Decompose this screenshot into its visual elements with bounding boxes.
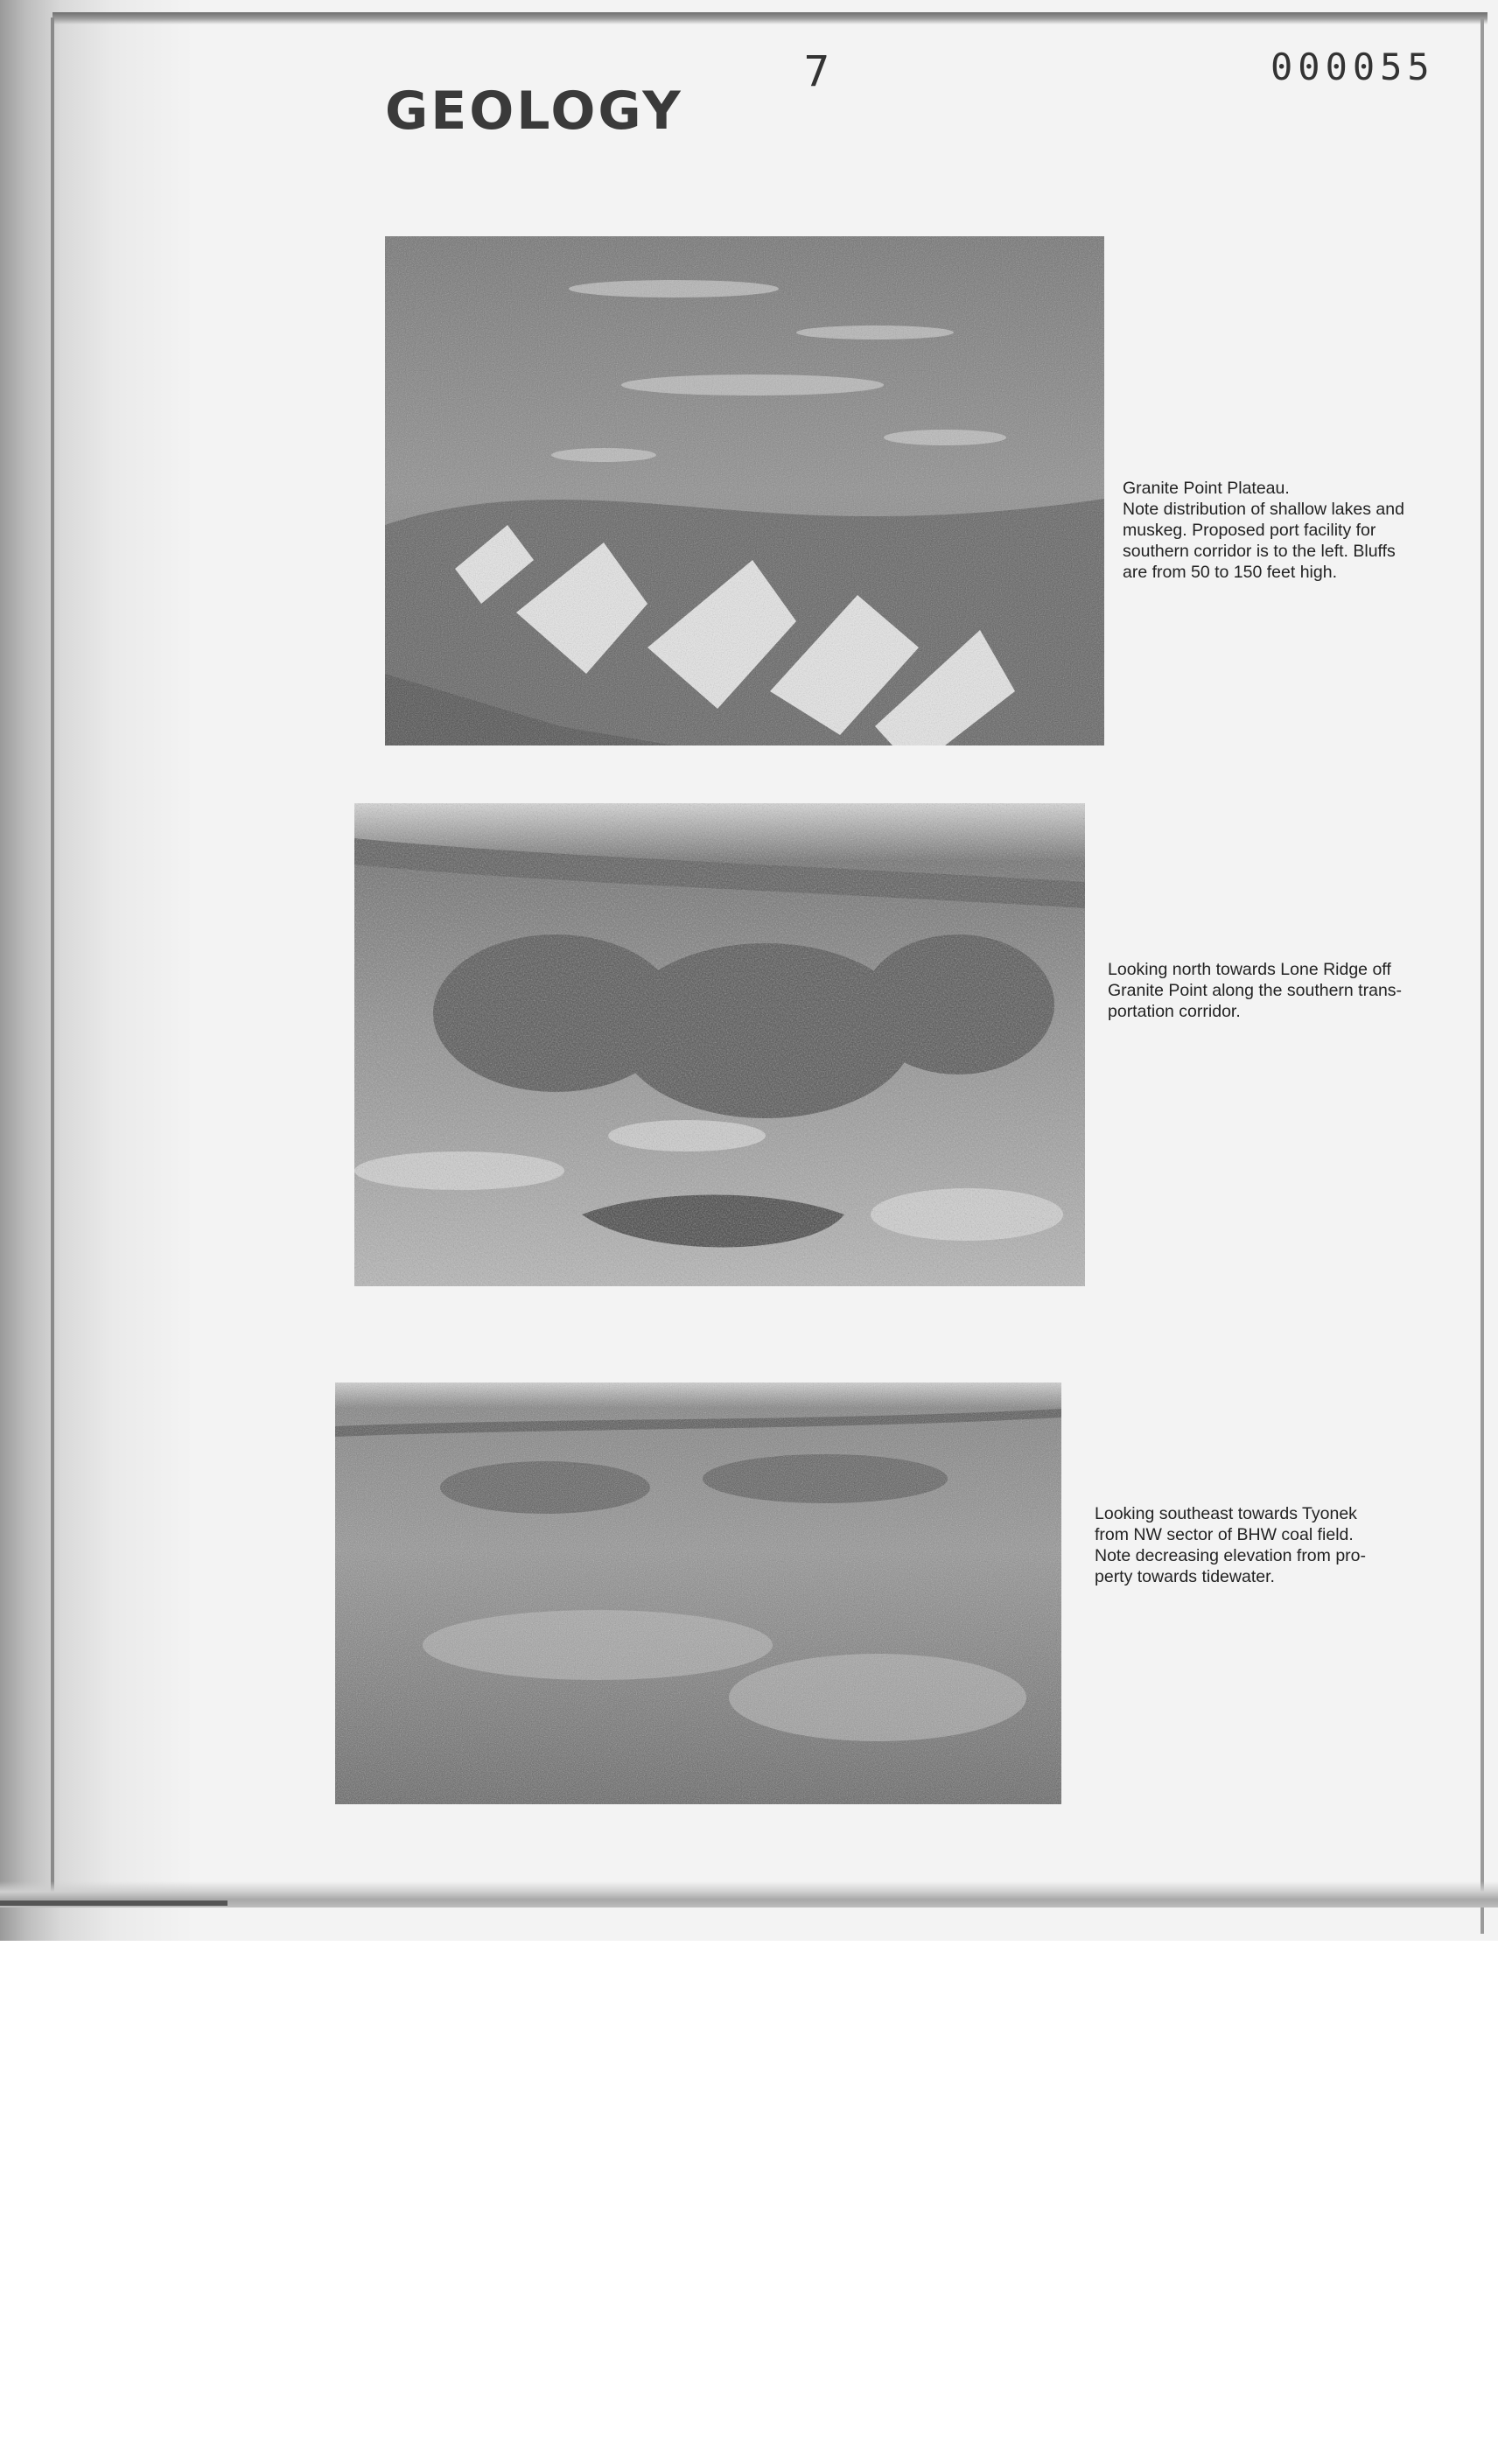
aerial-photo-2	[354, 803, 1085, 1286]
bottom-scan-mark	[0, 1900, 228, 1906]
aerial-photo-1	[385, 236, 1104, 746]
aerial-photo-3	[335, 1382, 1061, 1804]
photo-1-caption: Granite Point Plateau. Note distribution of shallow lakes and muskeg. Proposed port facility for southern corridor is to the left. Bluffs are from 50 to 150 feet high.	[1123, 479, 1404, 582]
aerial-photo-forest-plain-icon	[335, 1382, 1061, 1804]
handwritten-mark: 7	[803, 47, 830, 96]
aerial-photo-bluffs-lakes-icon	[385, 236, 1104, 746]
right-page-edge	[1480, 18, 1484, 1934]
left-page-edge	[51, 18, 54, 1899]
page-heading: GEOLOGY	[385, 80, 683, 142]
scan-edge-shadow	[0, 0, 192, 1941]
photo-2-caption: Looking north towards Lone Ridge off Granite Point along the southern trans- portation corridor.	[1108, 960, 1403, 1021]
aerial-photo-forest-ridge-icon	[354, 803, 1085, 1286]
document-number: 000055	[1270, 46, 1435, 88]
top-scan-rule	[52, 12, 1488, 24]
photo-3-caption: Looking southeast towards Tyonek from NW sector of BHW coal field. Note decreasing elevation from pro- perty towards tidewater.	[1095, 1504, 1366, 1586]
